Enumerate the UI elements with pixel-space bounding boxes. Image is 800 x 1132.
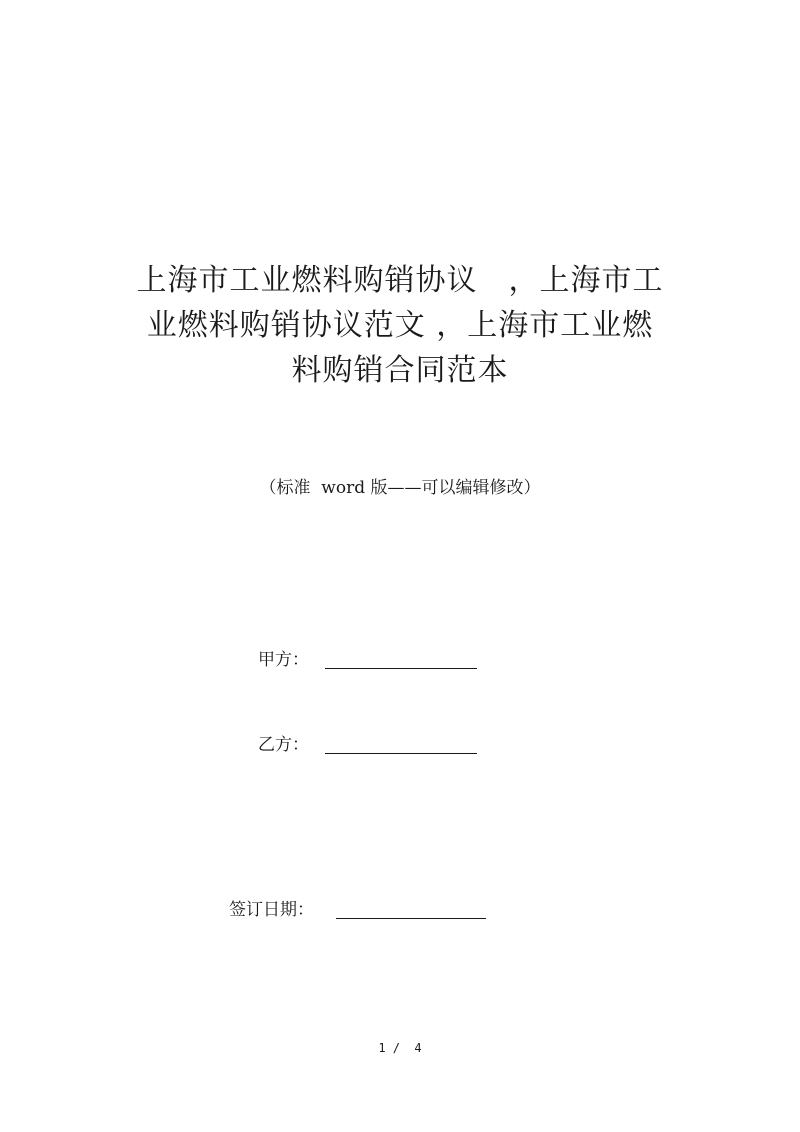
- title-line-1: 上海市工业燃料购销协议 ，上海市工: [136, 263, 664, 298]
- document-title: [100, 258, 700, 393]
- party-b-field: [258, 733, 477, 757]
- sign-date-blank-line: [336, 900, 486, 919]
- party-a-label: 甲方：: [258, 650, 309, 670]
- title-line-3: 料购销合同范本: [291, 353, 509, 388]
- title-line-2: 业燃料购销协议范文 ，上海市工业燃: [146, 308, 654, 343]
- party-b-label: 乙方：: [258, 735, 309, 755]
- party-a-blank-line: [325, 650, 477, 669]
- party-b-blank-line: [325, 735, 477, 754]
- sign-date-field: [229, 898, 486, 922]
- page-number: 1 / 4: [378, 1041, 422, 1055]
- document-subtitle: （标准 word 版——可以编辑修改）: [259, 478, 541, 498]
- party-a-field: [258, 648, 477, 672]
- sign-date-label: 签订日期：: [229, 900, 314, 920]
